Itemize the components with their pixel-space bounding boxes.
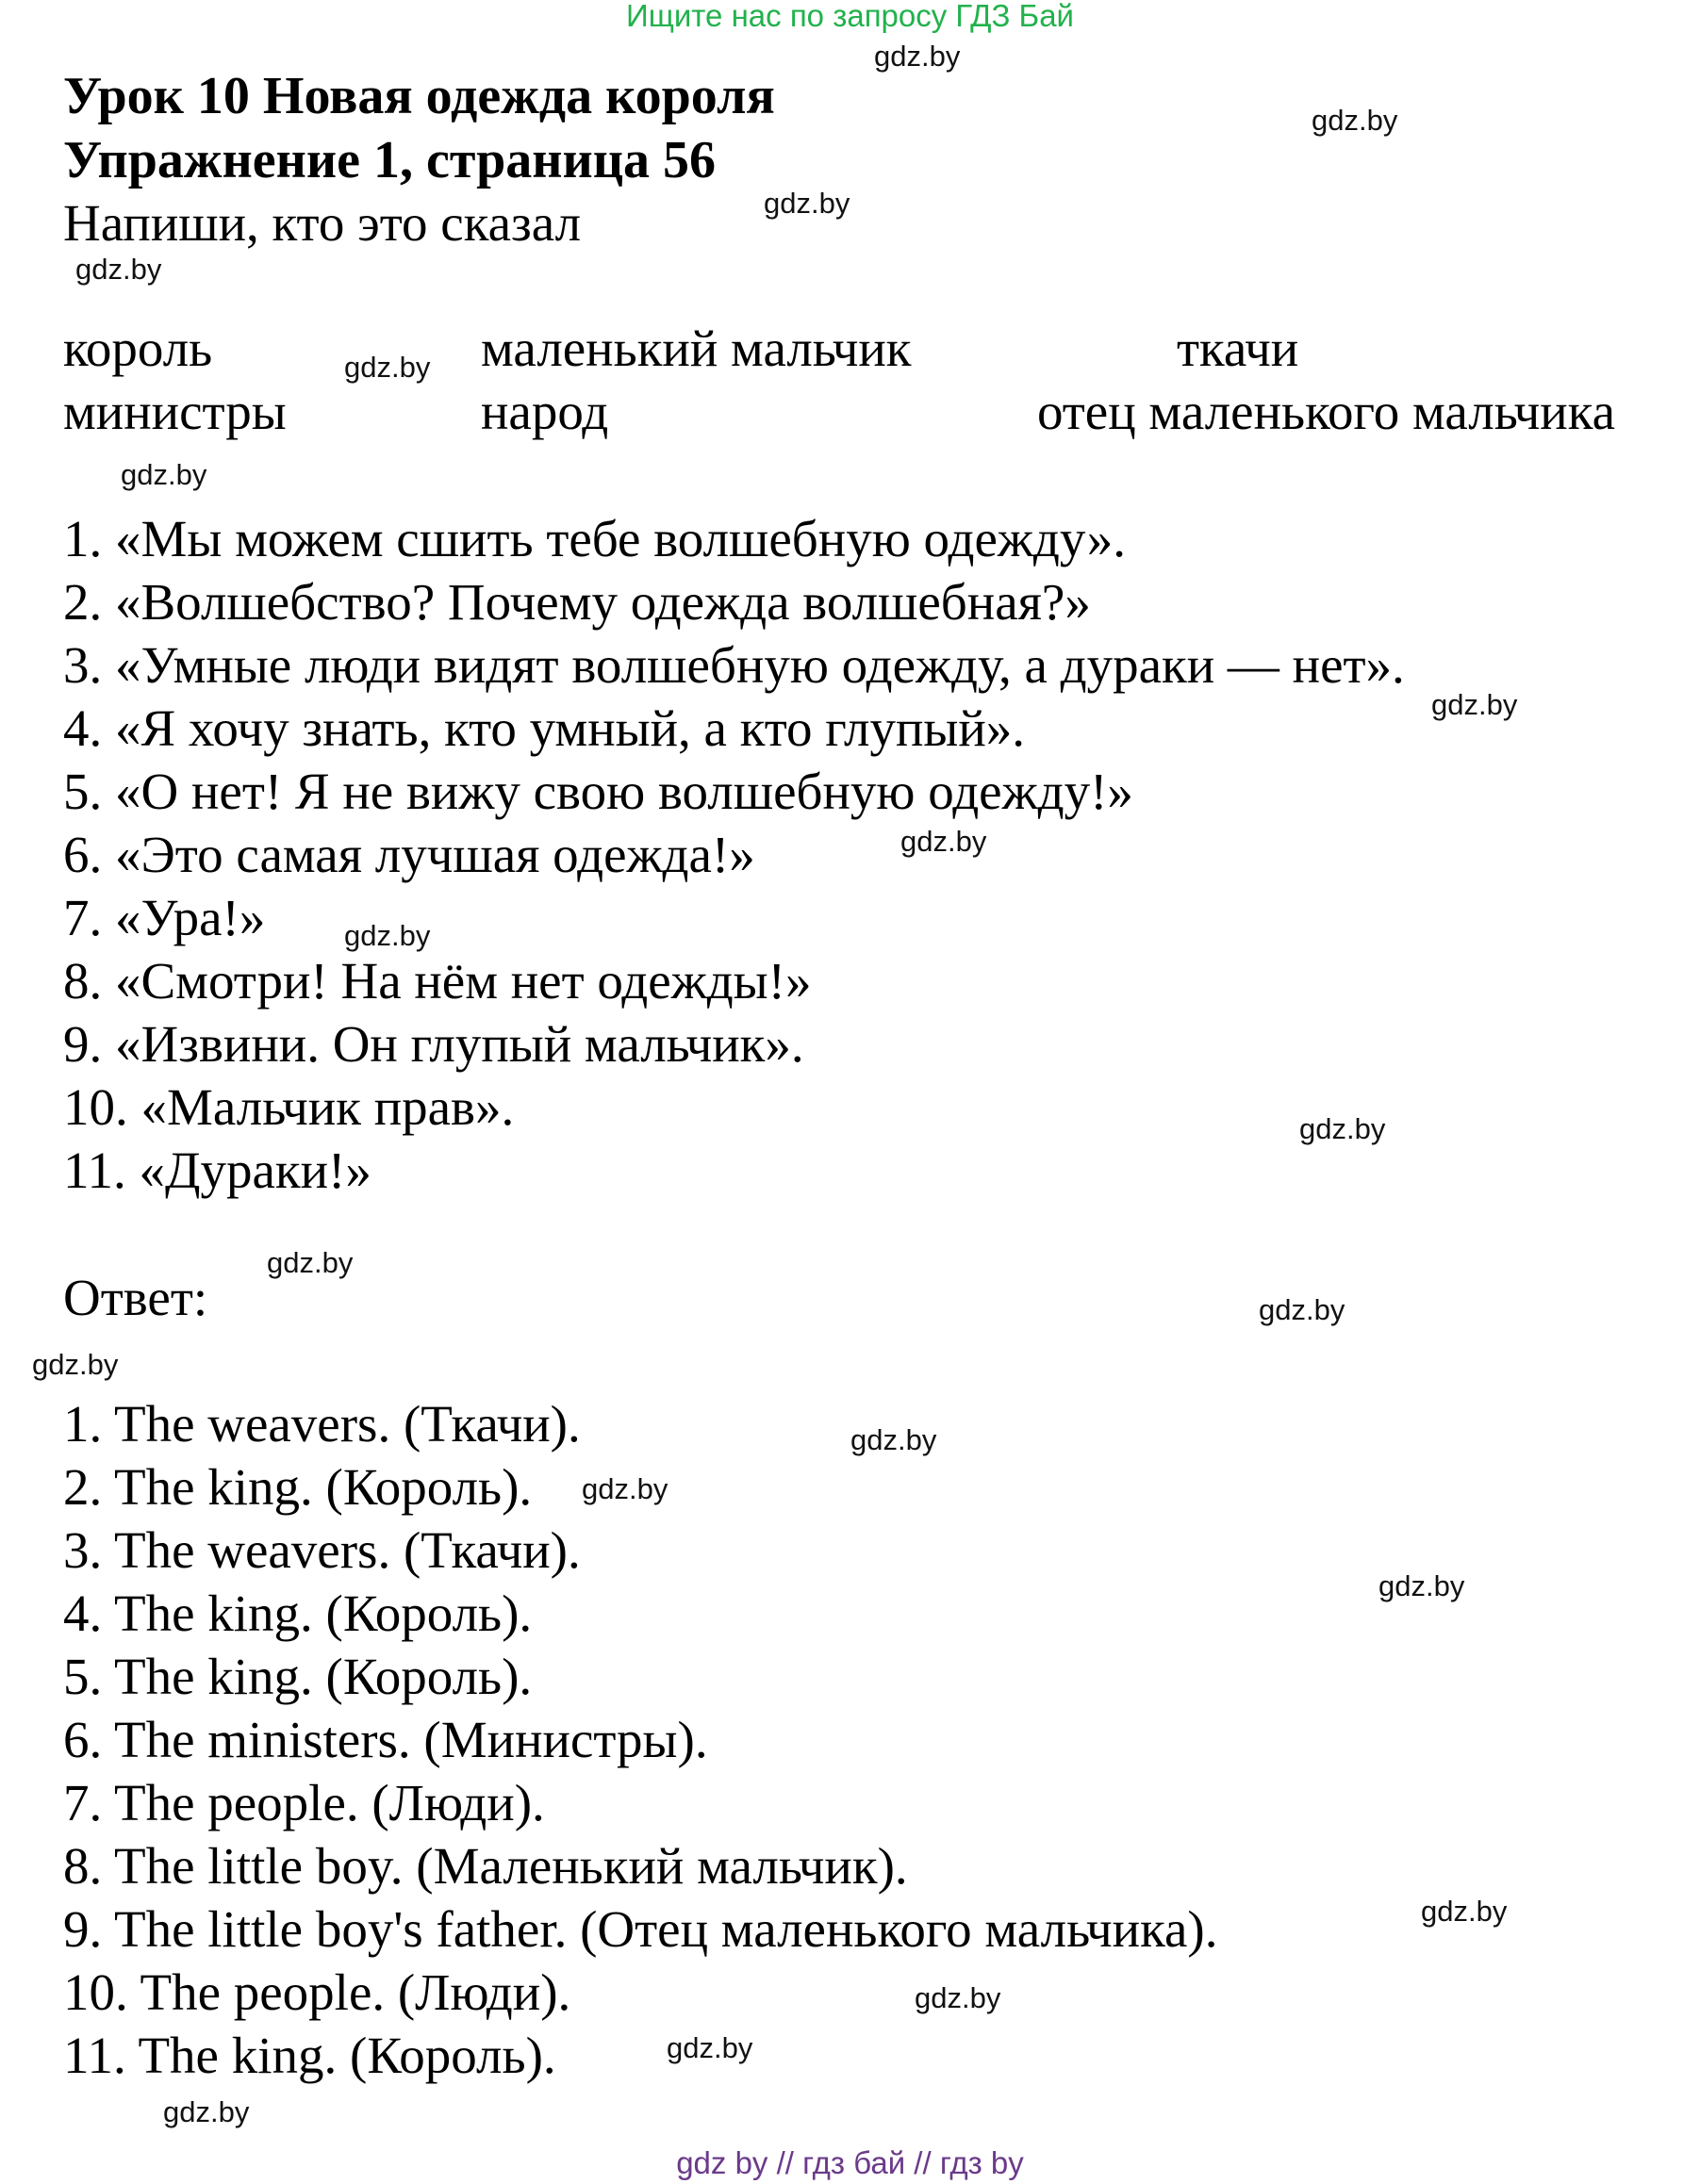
answer-item: 6. The ministers. (Министры).: [63, 1711, 708, 1768]
top-banner: Ищите нас по запросу ГДЗ Бай: [626, 0, 1074, 33]
answer-item: 8. The little boy. (Маленький мальчик).: [63, 1837, 908, 1895]
watermark: gdz.by: [764, 187, 850, 220]
watermark: gdz.by: [582, 1472, 668, 1505]
quote-item: 5. «О нет! Я не вижу свою волшебную одежду!»: [63, 763, 1133, 820]
watermark: gdz.by: [874, 40, 961, 73]
watermark: gdz.by: [121, 458, 207, 491]
lesson-title: Урок 10 Новая одежда короля: [63, 67, 775, 125]
watermark: gdz.by: [900, 825, 987, 858]
option-boys-father: отец маленького мальчика: [1037, 383, 1616, 440]
watermark: gdz.by: [1299, 1112, 1386, 1145]
answer-item: 2. The king. (Король).: [63, 1458, 533, 1516]
quote-item: 10. «Мальчик прав».: [63, 1078, 515, 1136]
option-ministers: министры: [63, 383, 287, 440]
watermark: gdz.by: [1312, 104, 1398, 137]
option-people: народ: [481, 383, 609, 440]
quote-item: 6. «Это самая лучшая одежда!»: [63, 826, 755, 883]
watermark: gdz.by: [1259, 1293, 1345, 1326]
quote-item: 2. «Волшебство? Почему одежда волшебная?»: [63, 573, 1091, 631]
watermark: gdz.by: [1421, 1895, 1508, 1928]
answer-item: 1. The weavers. (Ткачи).: [63, 1395, 581, 1453]
answer-item: 4. The king. (Король).: [63, 1585, 533, 1642]
footer-links: gdz by // гдз бай // гдз by: [676, 2145, 1024, 2180]
watermark: gdz.by: [1378, 1569, 1465, 1602]
quote-item: 1. «Мы можем сшить тебе волшебную одежду».: [63, 510, 1126, 567]
quote-item: 4. «Я хочу знать, кто умный, а кто глупый».: [63, 699, 1026, 757]
option-weavers: ткачи: [1177, 320, 1299, 377]
watermark: gdz.by: [267, 1246, 354, 1279]
option-king: король: [63, 320, 213, 377]
exercise-title: Упражнение 1, страница 56: [63, 131, 717, 189]
option-little-boy: маленький мальчик: [481, 320, 912, 377]
watermark: gdz.by: [667, 2031, 753, 2064]
watermark: gdz.by: [915, 1981, 1001, 2014]
answer-item: 7. The people. (Люди).: [63, 1774, 545, 1831]
quote-item: 9. «Извини. Он глупый мальчик».: [63, 1015, 804, 1073]
answer-item: 5. The king. (Король).: [63, 1648, 533, 1705]
answer-item: 11. The king. (Король).: [63, 2027, 556, 2084]
watermark: gdz.by: [75, 253, 162, 286]
instruction: Напиши, кто это сказал: [63, 194, 582, 252]
quote-item: 8. «Смотри! На нём нет одежды!»: [63, 952, 812, 1010]
quote-item: 11. «Дураки!»: [63, 1141, 371, 1199]
answer-item: 3. The weavers. (Ткачи).: [63, 1521, 581, 1579]
answer-item: 10. The people. (Люди).: [63, 1963, 571, 2021]
answer-label: Ответ:: [63, 1269, 208, 1326]
quote-item: 3. «Умные люди видят волшебную одежду, а дураки — нет».: [63, 636, 1405, 694]
watermark: gdz.by: [163, 2095, 250, 2128]
watermark: gdz.by: [32, 1348, 119, 1381]
quote-item: 7. «Ура!»: [63, 889, 266, 946]
watermark: gdz.by: [1431, 688, 1518, 721]
watermark: gdz.by: [344, 919, 431, 952]
watermark: gdz.by: [344, 351, 431, 384]
answer-item: 9. The little boy's father. (Отец маленького мальчика).: [63, 1900, 1218, 1958]
watermark: gdz.by: [850, 1423, 937, 1456]
